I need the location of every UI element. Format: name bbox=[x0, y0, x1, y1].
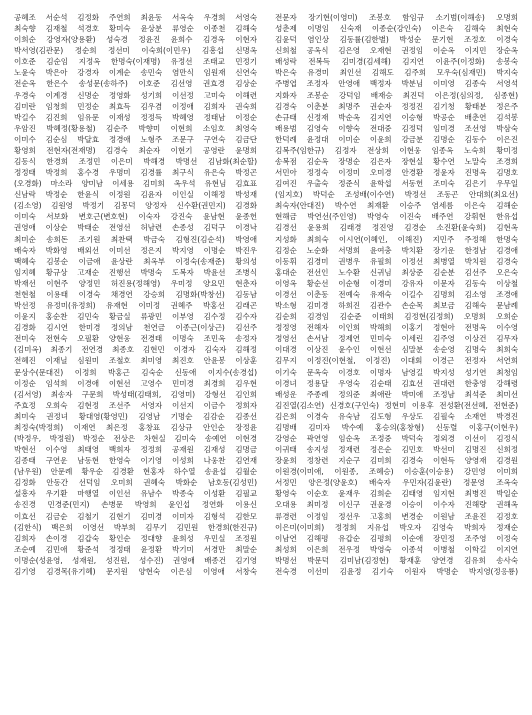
name-line: 장윤희 정창련 지순구 김미희 김경숙 이현득 양영재 김경원 bbox=[275, 456, 518, 466]
name-line: 이명순(성윤영, 성재원, 성진원, 성수진) 권영애 배종건 김기영 bbox=[14, 555, 257, 565]
name-line: 설흥자 우기환 마행열 이인선 유남수 박종숙 이성환 김필교 bbox=[14, 489, 257, 499]
name-line: 최숙향 김재철 석경호 황미숙 윤상분 류영순 이종천 김해숙 bbox=[14, 24, 257, 34]
name-line: 김희자 손이경 김갑숙 황인순 정대향 윤희성 우민실 조정원 bbox=[14, 533, 257, 543]
name-line: 조순예 김민애 황준석 정정태 윤정환 박기미 서경만 최말순 bbox=[14, 544, 257, 554]
name-line: 정영선 손서남 정제연 민미숙 이세린 김주영 이상건 김무자 bbox=[275, 334, 518, 344]
name-line: 김정순 노순화 서명희 윤여충 박치환 장기운 한정남 김경애 bbox=[275, 245, 518, 255]
name-line: 이영옥 황순선 이순형 이경미 강유자 이문자 김동숙 이상철 bbox=[275, 278, 518, 288]
name-line: 현해금 박연선(주인영) 박영숙 이진숙 배주연 강휘현 한유섭 bbox=[275, 212, 518, 222]
name-line: (김서영) 최송자 구문희 박성태(김태희, 김영미) 강형선 김인희 bbox=[14, 389, 257, 399]
name-line: 정정영 전해자 이인희 박해희 이홍기 정현아 전명옥 이수영 bbox=[275, 323, 518, 333]
name-line: 박은숙 유경미 최인선 김해도 김주희 모우숙(심재민) 박지숙 bbox=[275, 68, 518, 78]
name-line: 이대경 이상진 윤수인 이현선 심말분 송순영 김명숙 최희숙 bbox=[275, 345, 518, 355]
name-line: (김미옥) 최종기 전연경 최종호 김현민 이경자 김숙자 김해정 bbox=[14, 345, 257, 355]
name-line: 서정민 양은정(양윤호) 배숙자 우민자(김윤란) 정문영 조옥숙 bbox=[275, 478, 518, 488]
name-line: 최정숙(박정희) 이재연 최은정 홍창표 김상규 안인순 장정윤 bbox=[14, 422, 257, 432]
name-line: 공혜조 서순석 김정화 주연희 최윤동 서옥숙 우경희 서영숙 bbox=[14, 13, 257, 22]
name-line: 전숙경 이선미 김윤정 김기숙 이원자 박명순 박지영(정응룡) bbox=[275, 566, 518, 576]
name-line: 박소형 김미경 하희진 김관수 손순목 최보금 김해숙 문남례 bbox=[275, 301, 518, 311]
name-line: 한덕례 윤정대 이미순 이윤희 강금분 김명순 김동수 이은진 bbox=[275, 134, 518, 144]
name-line: 지성화 최희숙 이시연(이혜인, 이해진) 지민주 주정해 한명숙 bbox=[275, 234, 518, 244]
name-line: 오대용 최미정 이신구 권윤경 이승이 이수자 진해량 권해옥 bbox=[275, 500, 518, 510]
name-line: 홍대순 전선인 노수환 신귀님 최상준 김순분 김선주 오은숙 bbox=[275, 267, 518, 277]
name-line: 문상수(문대진) 이정희 박홍근 김숙순 신동애 이지수(송경섭) bbox=[14, 367, 257, 377]
name-line: 신희철 공옥식 김은영 오재현 권정임 이순옥 이지민 장순옥 bbox=[275, 46, 518, 56]
name-line: 김경화 김시연 한미경 정의남 천연금 이종근(이상근) 김선주 bbox=[14, 323, 257, 333]
name-line: 지화자 조봉순 강덕임 배재승 최진덕 이은정(심의정, 심종현) bbox=[275, 90, 518, 100]
name-line: 황영숙 이순호 윤재우 김희순 김태영 임지현 최병진 박일순 bbox=[275, 489, 518, 499]
name-line: 손규태 신정재 박순옥 김지연 이승형 박공순 배춘연 김석봉 bbox=[275, 112, 518, 122]
name-line: 이동휘 김경미 권병우 유필희 이정선 최병열 박치원 김경숙 bbox=[275, 256, 518, 266]
name-line: 김진열(김소연) 신경호(구인숙) 정현미 이용후 전성환(전선혜, 전현준) bbox=[275, 400, 518, 410]
name-line: 이기숙 문옥숙 이경호 이명자 남영길 박지성 성기연 최청임 bbox=[275, 367, 518, 377]
name-line: 송복점 김순옥 장명순 김은자 장현실 황수연 노말숙 조경희 bbox=[275, 157, 518, 167]
name-line: (김소영) 김원영 박정기 김몽덕 양정자 신수환(권민지) 김경화 bbox=[14, 201, 257, 211]
name-column-right bbox=[275, 12, 518, 715]
name-line: 노윤숙 박은아 강경자 이계순 송민숙 염만식 임원재 신연숙 bbox=[14, 68, 257, 78]
name-line: (오경화) 마소라 양미남 이세용 김미희 옥우석 유현님 김효표 bbox=[14, 179, 257, 189]
name-line: 이정순 임석희 이경애 이현선 고영수 민미경 최경희 김우현 bbox=[14, 378, 257, 388]
name-line: 배용범 김영숙 이향숙 전대중 김정덕 임미경 조선영 박삼숙 bbox=[275, 123, 518, 133]
name-line: 김명배 김미자 박수예 홍승의(홍창형) 신동렬 이홍구(이현우) bbox=[275, 422, 518, 432]
name-line: 이호준 김순임 지정옥 한명숙(이재명) 유정선 조태교 민정기 bbox=[14, 57, 257, 67]
name-line: 전미숙 전현숙 오필환 양현웅 전경태 이명숙 조민옥 송정자 bbox=[14, 334, 257, 344]
name-line: 박선정 유정미(유정희) 유재현 이미정 권혜주 박홍선 김래곤 bbox=[14, 301, 257, 311]
name-line: 이미숙 서보화 변호근(변호현) 이숙자 강진숙 윤남현 윤종헌 bbox=[14, 212, 257, 222]
name-column-left bbox=[14, 12, 257, 715]
name-line: 김종태 구연운 남동현 한영숙 이기영 이성희 나웅찬 김연재 bbox=[14, 456, 257, 466]
name-line: 정정태 박정희 홍수경 우명미 김경률 최구식 유은숙 박정곤 bbox=[14, 168, 257, 178]
name-line: 김경숙 이춘분 최명주 권순자 정정진 김기청 황태분 정은주 bbox=[275, 101, 518, 111]
name-line: 이원경(이미애, 이원종, 조혜승) 이승훈(이승용) 강민영 이미희 bbox=[275, 467, 518, 477]
name-line: 김미란 임청희 민정순 최효득 김우겸 이정애 김희자 권숙희 bbox=[14, 101, 257, 111]
name-line: 김은희 이경숙 유숙남 김도형 우상도 김필숙 소재연 박경진 bbox=[275, 411, 518, 421]
name-line: 서민아 정정숙 이정미 오미경 안경환 정윤자 진명옥 김명호 bbox=[275, 168, 518, 178]
name-line: 최성희 이은희 전우정 박영숙 이종석 이병철 이학길 이지연 bbox=[275, 544, 518, 554]
name-line: 김순희 김경임 김순준 이태희 김정현(김정희) 오명희 오희순 bbox=[275, 312, 518, 322]
name-line: 전순옥 한은수 송성문(송하주) 이호준 김선영 권효경 김상순 bbox=[14, 79, 257, 89]
name-line: 이효선 김금순 김철기 김현기 김미경 이미자 김형석 김한모 bbox=[14, 511, 257, 521]
name-line: 우경숙 이계경 신명순 정영화 성기희 이선정 고미숙 이해련 bbox=[14, 90, 257, 100]
name-line: 김여진 우출숙 정준식 윤학섭 서동헌 조미숙 김은기 우무일 bbox=[275, 179, 518, 189]
name-line: 김복주(임한규) 김정자 전상희 이현웅 임종옥 노숙희 황미정 bbox=[275, 145, 518, 155]
name-line: 전문자 장기현(이영미) 조봉호 함임규 소기범(이해송) 오명희 bbox=[275, 13, 518, 22]
name-line: 박재선 이현주 양정민 허진용(정해영) 우미정 양요민 현춘자 bbox=[14, 278, 257, 288]
name-line: 이은미(이미희) 정정희 지유섭 박오자 김영숙 박희자 정재순 bbox=[275, 522, 518, 532]
name-line: 배성락 전복득 김미경(김세해) 김지연 이윤주(이정화) 송봉숙 bbox=[275, 57, 518, 67]
name-line: 권영애 이상순 박태순 전영선 허남련 손종성 김덕구 이경낙 bbox=[14, 223, 257, 233]
name-line: 박현선 이수영 최태영 백희자 정정희 공재원 김재성 김명금 bbox=[14, 445, 257, 455]
name-line: 박서영(김관문) 정순희 정선미 이숙희(이민우) 김흥섭 신명옥 bbox=[14, 46, 257, 56]
name-line: (임지호) 박덕순 조성배(이수연) 박정선 조동곤 안대희(최요선) bbox=[275, 190, 518, 200]
name-line: 이희순 강영자(양용환) 성숙경 정윤진 윤희수 김경옥 이현자 bbox=[14, 35, 257, 45]
name-line: 이경선 이춘동 전예숙 유재숙 이길수 김명희 김소영 조경애 bbox=[275, 289, 518, 299]
name-line: 최미순 송희돈 조기원 최찬택 박금숙 김형진(김순석) 박영애 bbox=[14, 234, 257, 244]
name-line: 박명선 박문덕 김미남(김정현) 황재훈 양연경 김유희 송사숙 bbox=[275, 555, 518, 565]
name-line: 김무지 이정진(이현철, 이정진) 이대회 이경근 전정자 서연희 bbox=[275, 356, 518, 366]
name-line: 이윤지 홍순찬 김민숙 황금실 류광민 이부영 김수정 김수자 bbox=[14, 312, 257, 322]
name-line: 황영희 전현자(전재명) 김경숙 최순자 이현기 공영란 윤명희 bbox=[14, 145, 257, 155]
name-line: 강영순 곽연영 임순옥 조정중 박덕숙 정외경 이선이 김정식 bbox=[275, 433, 518, 443]
name-line: 배숙자 박화영 배외선 이미선 정은지 박지영 이명순 박진우 bbox=[14, 245, 257, 255]
name-line: 전혜진 이재닐 심원미 조철호 최미영 최진호 안윤봉 이상훈 bbox=[14, 356, 257, 366]
name-line: 류경련 이정임 정선우 고홍희 변경순 이원남 조윤진 김정호 bbox=[275, 511, 518, 521]
name-line: 송진경 민경준(민지) 손병문 박영희 윤인섭 정연화 이용신 bbox=[14, 500, 257, 510]
name-line: 주효정 오희숙 김현정 조선주 서영자 이선지 이금수 정희자 bbox=[14, 400, 257, 410]
name-line: 이경녀 정용달 우영숙 김순태 김효선 권대련 한충영 강해령 bbox=[275, 378, 518, 388]
name-line: 김정화 안동간 선덕임 오미희 권혜숙 박화순 남호동(김성민) bbox=[14, 478, 257, 488]
name-line: 김기영 김경목(유기혜) 문지원 양현숙 이은심 이영애 서창숙 bbox=[14, 566, 257, 576]
name-line: 신남락 박정순 한윤식 이정원 김윤자 이인실 이해정 박성재 bbox=[14, 190, 257, 200]
name-line: 최미숙 권정녀 황대영(황영민) 김영남 기명순 김감순 김종선 bbox=[14, 411, 257, 421]
name-line: 백혜숙 김봉순 이금애 윤상란 최옥부 이정숙(송재준) 황의성 bbox=[14, 256, 257, 266]
name-line: 김윤덕 염인상 김동률(김한별) 박성순 문기현 조정호 이경숙 bbox=[275, 35, 518, 45]
name-line: 이미수 김순심 박달효 정경애 노형주 조문구 구연숙 김금단 bbox=[14, 134, 257, 144]
name-line: 성춘제 이명임 신숙재 이종순(강인숙) 이은숙 김해숙 최현숙 bbox=[275, 24, 518, 34]
name-line: 천현철 이용태 이경숙 채경연 강승희 김명화(박창선) 김동남 bbox=[14, 289, 257, 299]
name-line: 이귀태 송지성 정재련 정은순 김민호 박선미 김명진 신희정 bbox=[275, 445, 518, 455]
name-line: 우암진 박혜정(황용철) 김순주 박향미 이현희 소임호 최영숙 bbox=[14, 123, 257, 133]
name-line: (남우원) 안문례 황우순 김경환 현홍자 하수열 송윤섭 김월순 bbox=[14, 467, 257, 477]
name-line: 배성운 주종례 정의준 최애란 박미애 조정남 최석준 최미선 bbox=[275, 389, 518, 399]
name-line: 임지혜 황규상 고재순 진행선 박명숙 도복자 박윤선 조병식 bbox=[14, 267, 257, 277]
name-line: 최숙자(안대진) 박수연 최재환 이승주 염세름 이은숙 김해순 bbox=[275, 201, 518, 211]
name-line: 주병엽 조정자 안영애 백정자 박분님 이미영 김종숙 서영석 bbox=[275, 79, 518, 89]
name-line: 이남연 김해평 유갑순 김평희 이순애 장민정 조주영 이정숙 bbox=[275, 533, 518, 543]
name-line: (박정우, 박정원) 박정순 전상은 차현실 김미숙 송예연 이현경 bbox=[14, 433, 257, 443]
name-line: (김한식) 백은희 이영선 박부희 김무기 김민원 한경희(한진규) bbox=[14, 522, 257, 532]
name-line: 김경선 윤용희 김래경 정진영 김경순 소진환(윤숙희) 김현옥 bbox=[275, 223, 518, 233]
name-line: 김동식 한경희 조정민 이은미 박해경 박명선 김남화(최순할) bbox=[14, 157, 257, 167]
name-line: 박길수 김진희 임유문 이재성 정정득 박혜영 정태남 이정순 bbox=[14, 112, 257, 122]
